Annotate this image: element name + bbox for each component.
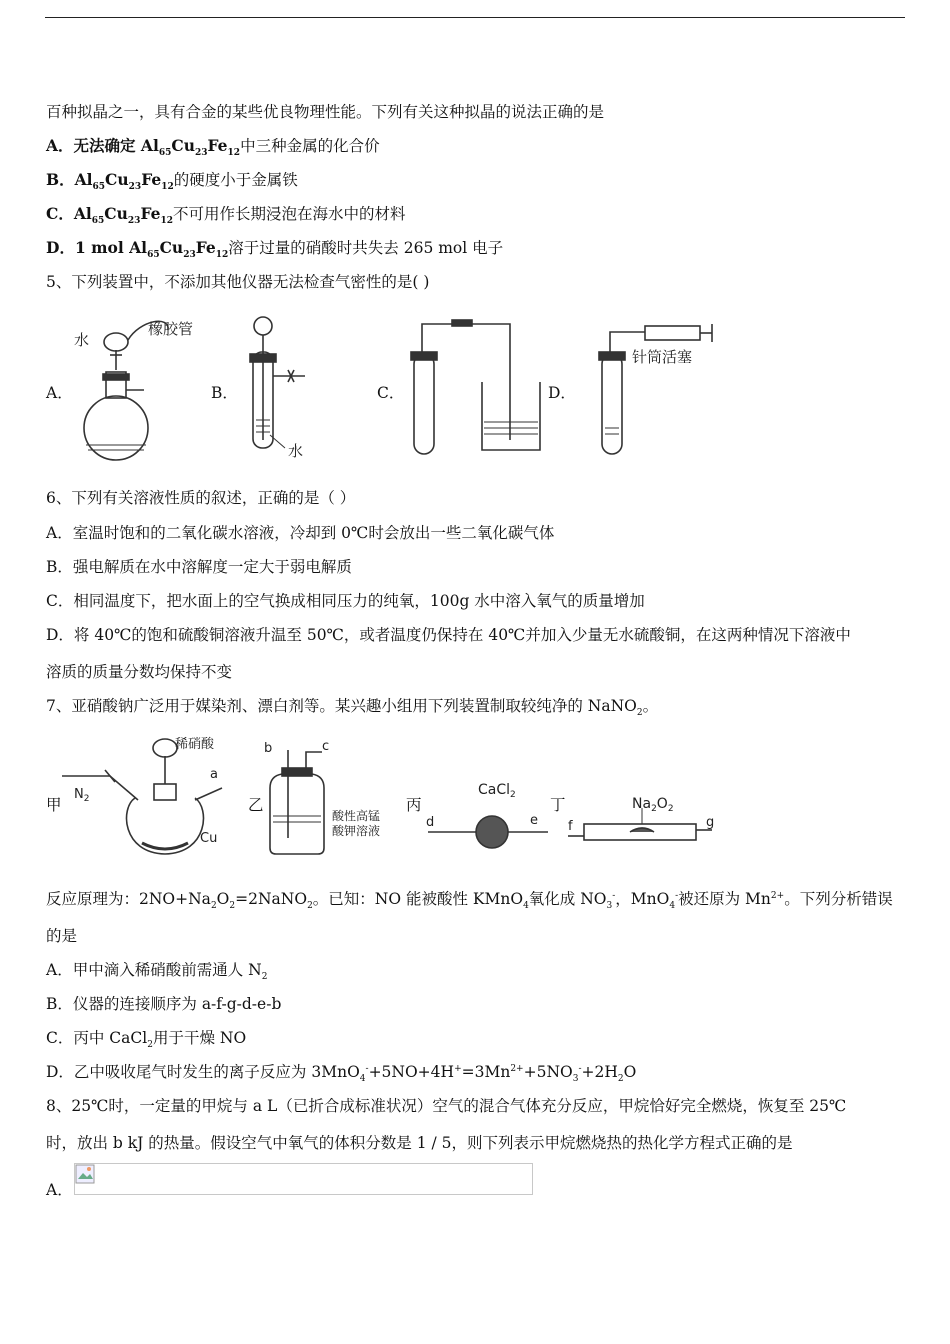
q5-label-c: C． (377, 384, 405, 402)
q6-option-a: A．室温时饱和的二氧化碳水溶液，冷却到 0℃时会放出一些二氧化碳气体 (46, 524, 555, 542)
q7-label-jia: 甲 (46, 796, 62, 814)
svg-text:g: g (706, 815, 715, 830)
svg-text:f: f (568, 819, 573, 834)
q4-stem: 百种拟晶之一，具有合金的某些优良物理性能。下列有关这种拟晶的说法正确的是 (46, 103, 605, 121)
svg-text:c: c (322, 739, 330, 754)
svg-text:N2: $N_2$ (74, 787, 90, 804)
apparatus-d-syringe-icon (599, 324, 712, 454)
q7-option-c: C．丙中 CaCl$_2$用于干燥 NO (46, 1029, 247, 1051)
q7-option-d: D．乙中吸收尾气时发生的离子反应为 $3MnO_4^-+5NO+4H^+=3Mn^{2+}+5NO_3^-+2H_2O$ (46, 1063, 637, 1085)
q8-stem-line2: 时，放出 b kJ 的热量。假设空气中氧气的体积分数是 1 / 5，则下列表示甲烷燃烧热的热化学方程式正确的是 (46, 1134, 793, 1152)
q7-principle-end: 的是 (46, 927, 78, 945)
q4-option-c: C．$Al_{65}Cu_{23}Fe_{12}$不可用作长期浸泡在海水中的材料 (46, 204, 406, 227)
q4-option-d: D．1 mol $Al_{65}Cu_{23}Fe_{12}$溶于过量的硝酸时共失去 265 mol 电子 (46, 238, 504, 261)
broken-image-icon (75, 1164, 95, 1184)
q7-label-bing: 丙 (406, 796, 422, 814)
svg-text:Cu: Cu (200, 831, 218, 846)
q6-option-d-line2: 溶质的质量分数均保持不变 (46, 663, 233, 681)
apparatus-jia-flask-icon (62, 736, 222, 854)
q5-label-a: A． (46, 384, 73, 402)
q6-stem: 6、下列有关溶液性质的叙述，正确的是（ ） (46, 489, 356, 507)
svg-text:水: 水 (74, 331, 90, 349)
svg-text:针筒活塞: 针筒活塞 (632, 348, 693, 366)
q7-apparatus-figure (60, 728, 720, 858)
q7-option-b: B．仪器的连接顺序为 a-f-g-d-e-b (46, 995, 282, 1013)
q5-label-d: D． (548, 384, 576, 402)
q8-stem-line1: 8、25℃时，一定量的甲烷与 a L（已折合成标准状况）空气的混合气体充分反应，甲烷恰好完全燃烧，恢复至 25℃ (46, 1097, 847, 1115)
q6-option-c: C．相同温度下，把水面上的空气换成相同压力的纯氧，100g 水中溶入氧气的质量增加 (46, 592, 645, 610)
svg-text:酸性高锰: 酸性高锰 (332, 809, 381, 823)
q7-option-a: A．甲中滴入稀硝酸前需通人 $N_2$ (46, 961, 268, 983)
q5-label-b: B． (211, 384, 238, 402)
apparatus-yi-bottle-icon (264, 739, 380, 854)
q7-label-ding: 丁 (550, 796, 566, 814)
svg-text:CaCl2: CaCl$_2$ (478, 782, 516, 800)
svg-text:水: 水 (288, 442, 304, 460)
apparatus-b-tube-icon (250, 317, 305, 460)
apparatus-c-beaker-icon (411, 320, 540, 454)
svg-text:a: a (210, 767, 218, 782)
apparatus-ding-tube-icon (568, 796, 714, 840)
q8-option-a: A． (46, 1181, 73, 1199)
apparatus-a-flask-icon (74, 320, 193, 460)
q5-apparatus-figure (70, 310, 730, 470)
q7-principle: 反应原理为：$2NO+Na_2O_2=2NaNO_2$。已知：NO 能被酸性 KMnO$_4$氧化成 $NO_3^-$，MnO$_4$-被还原为 $Mn^{2+}$。下列分析错误 (46, 890, 893, 912)
q7-label-yi: 乙 (248, 796, 264, 814)
q4-option-b: B．$Al_{65}Cu_{23}Fe_{12}$的硬度小于金属铁 (46, 170, 298, 193)
svg-text:酸钾溶液: 酸钾溶液 (332, 824, 381, 838)
svg-text:e: e (530, 813, 538, 828)
q5-stem: 5、下列装置中，不添加其他仪器无法检查气密性的是( ) (46, 273, 430, 291)
apparatus-bing-drying-tube-icon (426, 782, 548, 848)
q6-option-d-line1: D．将 40℃的饱和硫酸铜溶液升温至 50℃，或者温度仍保持在 40℃并加入少量无水硫酸铜，在这两种情况下溶液中 (46, 626, 851, 644)
svg-text:稀硝酸: 稀硝酸 (175, 737, 215, 752)
q4-option-a: A．无法确定 $Al_{65}Cu_{23}Fe_{12}$中三种金属的化合价 (46, 136, 380, 159)
q7-stem: 7、亚硝酸钠广泛用于媒染剂、漂白剂等。某兴趣小组用下列装置制取较纯净的 NaNO$_2$。 (46, 697, 659, 719)
svg-text:b: b (264, 741, 273, 756)
svg-text:橡胶管: 橡胶管 (148, 320, 194, 338)
svg-text:d: d (426, 815, 435, 830)
header-rule (45, 17, 905, 18)
q6-option-b: B．强电解质在水中溶解度一定大于弱电解质 (46, 558, 352, 576)
broken-image-placeholder (74, 1163, 533, 1195)
svg-text:Na2O2: $Na_2O_2$ (632, 796, 674, 814)
